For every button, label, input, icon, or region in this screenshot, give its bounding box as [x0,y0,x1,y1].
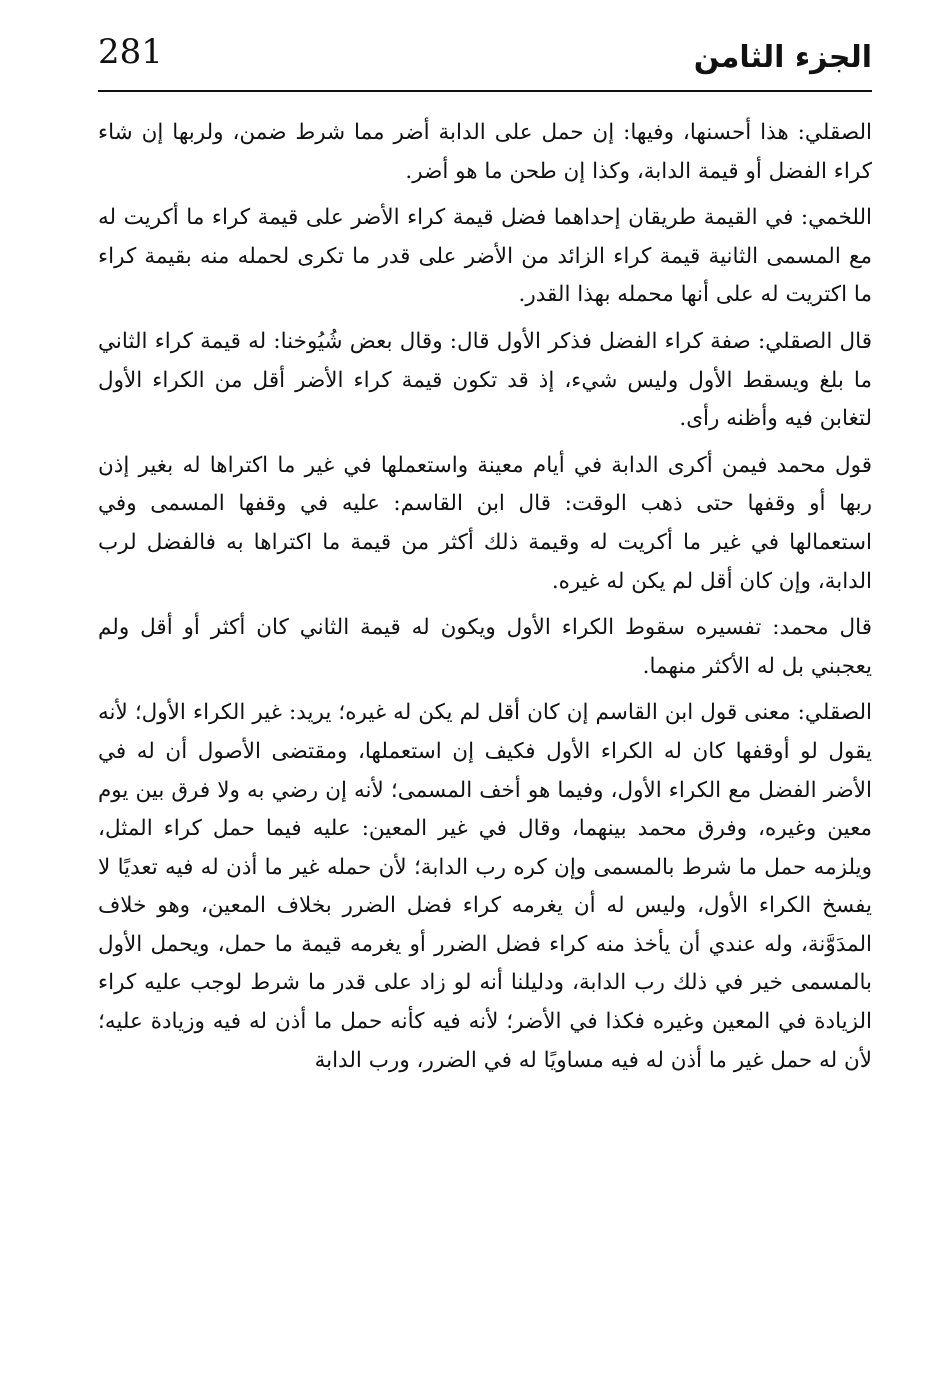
page-header [98,28,872,92]
paragraph: الصقلي: معنى قول ابن القاسم إن كان أقل لم يكن له غيره؛ يريد: غير الكراء الأول؛ لأنه يقول لو أوقفها كان له الكراء الأول فكيف إن استعملها، ومقتضى الأصول أن له في الأضر الفضل مع الكراء الأول، وفيما هو أخف المسمى؛ لأنه إن رضي به ولا فرق بين يوم معين وغيره، وفرق محمد بينهما، وقال في غير المعين: عليه فيما حمل كراء المثل، ويلزمه حمل ما شرط بالمسمى وإن كره رب الدابة؛ لأن حمله غير ما أذن له فيه تعديًا لا يفسخ الكراء الأول، وليس له أن يغرمه كراء فضل الضرر بخلاف المعين، وهو خلاف المدَوَّنة، وله عندي أن يأخذ منه كراء فضل الضرر أو يغرمه قيمة ما حمل، ويحمل الأول بالمسمى خير في ذلك رب الدابة، ودليلنا أنه لو زاد على قدر ما شرط لوجب عليه كراء الزيادة في المعين وغيره فكذا في الأضر؛ لأنه فيه كأنه حمل ما أذن له فيه وزيادة عليه؛ لأن له حمل غير ما أذن له فيه مساويًا له في الضرر، ورب الدابة [98,700,872,1073]
header-rule [98,90,872,92]
paragraph: قال الصقلي: صفة كراء الفضل فذكر الأول قال: وقال بعض شُيُوخنا: له قيمة كراء الثاني ما بلغ ويسقط الأول وليس شيء، إذ قد تكون قيمة كراء الأضر أقل من الكراء الأول لتغابن فيه وأظنه رأى. [98,328,872,432]
paragraph: قال محمد: تفسيره سقوط الكراء الأول ويكون له قيمة الثاني كان أكثر أو أقل ولم يعجبني بل له الأكثر منهما. [98,615,872,679]
running-head: الجزء الثامن [693,40,872,75]
main-text [98,114,872,1088]
paragraph: اللخمي: في القيمة طريقان إحداهما فضل قيمة كراء الأضر على قيمة كراء ما أكريت له مع المسمى الثانية قيمة كراء الزائد من الأضر على قدر ما تكرى لحمله منه بقيمة كراء ما اكتريت له على أنها محمله بهذا القدر. [98,205,872,308]
paragraph: الصقلي: هذا أحسنها، وفيها: إن حمل على الدابة أضر مما شرط ضمن، ولربها إن شاء كراء الفضل أو قيمة الدابة، وكذا إن طحن ما هو أضر. [98,120,872,184]
paragraph: قول محمد فيمن أكرى الدابة في أيام معينة واستعملها في غير ما اكتراها له بغير إذن ربها أو وقفها حتى ذهب الوقت: قال ابن القاسم: عليه في وقفها المسمى وفي استعمالها في غير ما أكريت له وقيمة ذلك أكثر من قيمة ما اكتراها به فالفضل لرب الدابة، وإن كان أقل لم يكن له غيره. [98,452,872,594]
page-number: 281 [98,32,163,72]
